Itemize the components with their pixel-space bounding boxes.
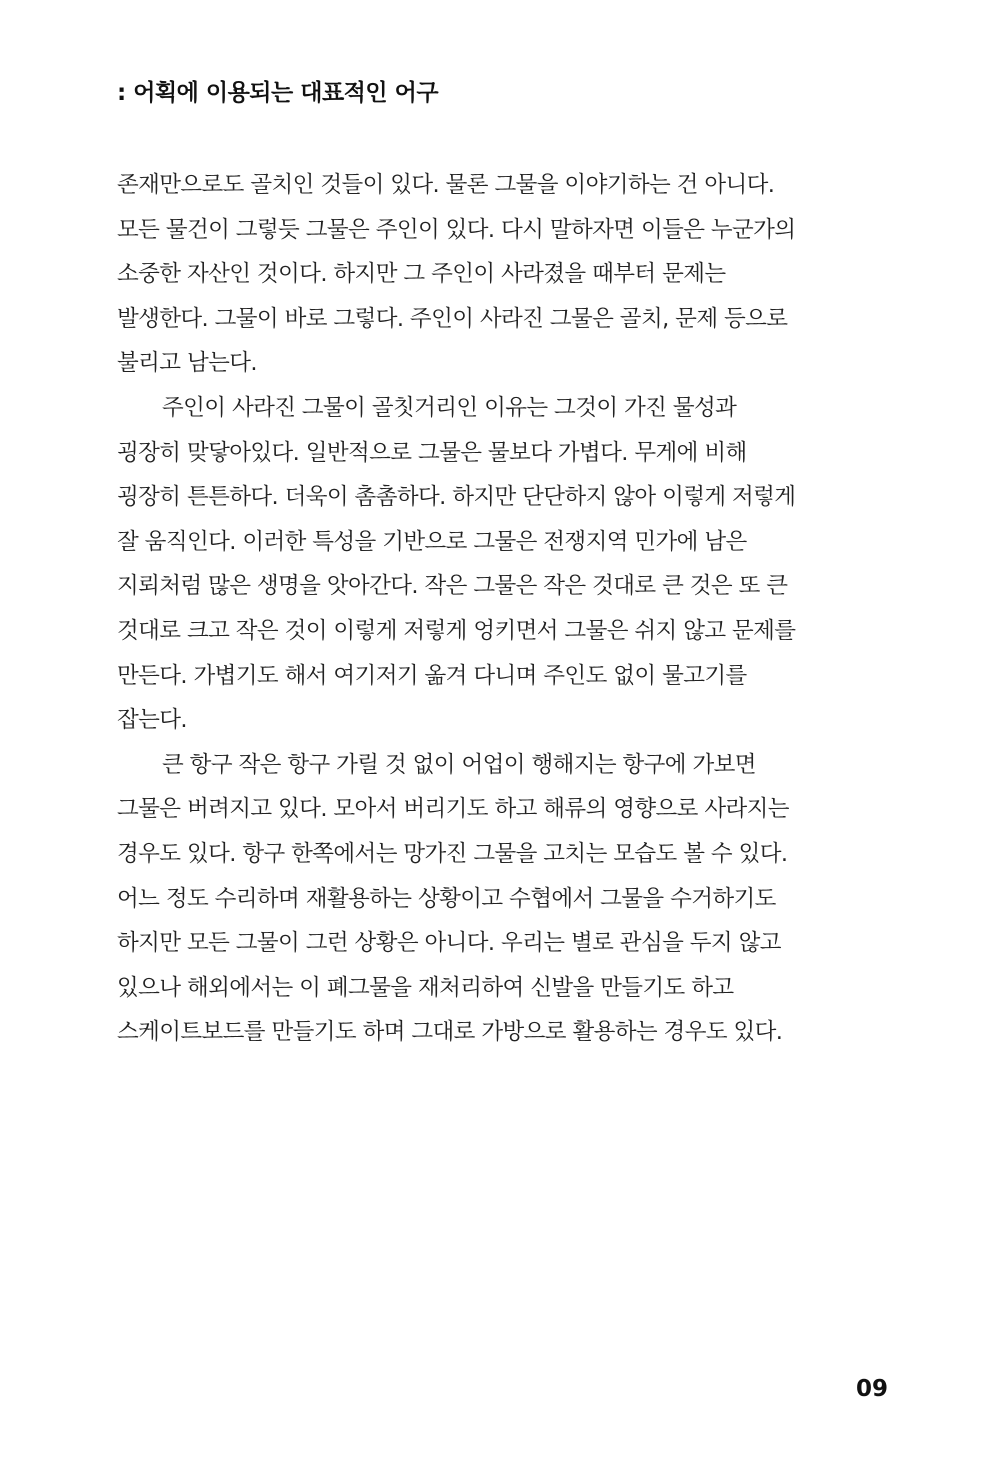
text-line: 어느 정도 수리하며 재활용하는 상황이고 수협에서 그물을 수거하기도: [117, 885, 776, 912]
text-line: 존재만으로도 골치인 것들이 있다. 물론 그물을 이야기하는 건 아니다.: [117, 172, 775, 198]
text-line: 불리고 남는다.: [117, 350, 257, 377]
page-number: 09: [855, 1376, 888, 1402]
text-line: 모든 물건이 그렇듯 그물은 주인이 있다. 다시 말하자면 이들은 누군가의: [117, 216, 796, 243]
text-line: 굉장히 튼튼하다. 더욱이 촘촘하다. 하지만 단단하지 않아 이렇게 저렇게: [117, 484, 796, 511]
text-line: 굉장히 맞닿아있다. 일반적으로 그물은 물보다 가볍다. 무게에 비해: [117, 439, 747, 466]
text-line: 지뢰처럼 많은 생명을 앗아간다. 작은 그물은 작은 것대로 큰 것은 또 큰: [117, 573, 788, 600]
paragraph-start-line: 주인이 사라진 그물이 골칫거리인 이유는 그것이 가진 물성과: [162, 394, 737, 421]
text-line: 경우도 있다. 항구 한쪽에서는 망가진 그물을 고치는 모습도 볼 수 있다.: [117, 840, 788, 867]
section-subtitle: : 어획에 이용되는 대표적인 어구: [117, 80, 439, 106]
text-line: 소중한 자산인 것이다. 하지만 그 주인이 사라졌을 때부터 문제는: [117, 261, 726, 288]
text-line: 만든다. 가볍기도 해서 여기저기 옮겨 다니며 주인도 없이 물고기를: [117, 662, 747, 689]
text-line: 잡는다.: [117, 707, 187, 734]
text-line: 잘 움직인다. 이러한 특성을 기반으로 그물은 전쟁지역 민가에 남은: [117, 528, 747, 555]
text-line: 있으나 해외에서는 이 폐그물을 재처리하여 신발을 만들기도 하고: [117, 974, 734, 1001]
text-line: 스케이트보드를 만들기도 하며 그대로 가방으로 활용하는 경우도 있다.: [117, 1019, 783, 1046]
paragraph-start-line: 큰 항구 작은 항구 가릴 것 없이 어업이 행해지는 항구에 가보면: [162, 751, 756, 778]
text-line: 그물은 버려지고 있다. 모아서 버리기도 하고 해류의 영향으로 사라지는: [117, 796, 789, 823]
text-line: 발생한다. 그물이 바로 그렇다. 주인이 사라진 그물은 골치, 문제 등으로: [117, 305, 788, 332]
text-line: 하지만 모든 그물이 그런 상황은 아니다. 우리는 별로 관심을 두지 않고: [117, 930, 781, 957]
body-text: [117, 163, 877, 1055]
text-line: 것대로 크고 작은 것이 이렇게 저렇게 엉키면서 그물은 쉬지 않고 문제를: [117, 617, 796, 644]
